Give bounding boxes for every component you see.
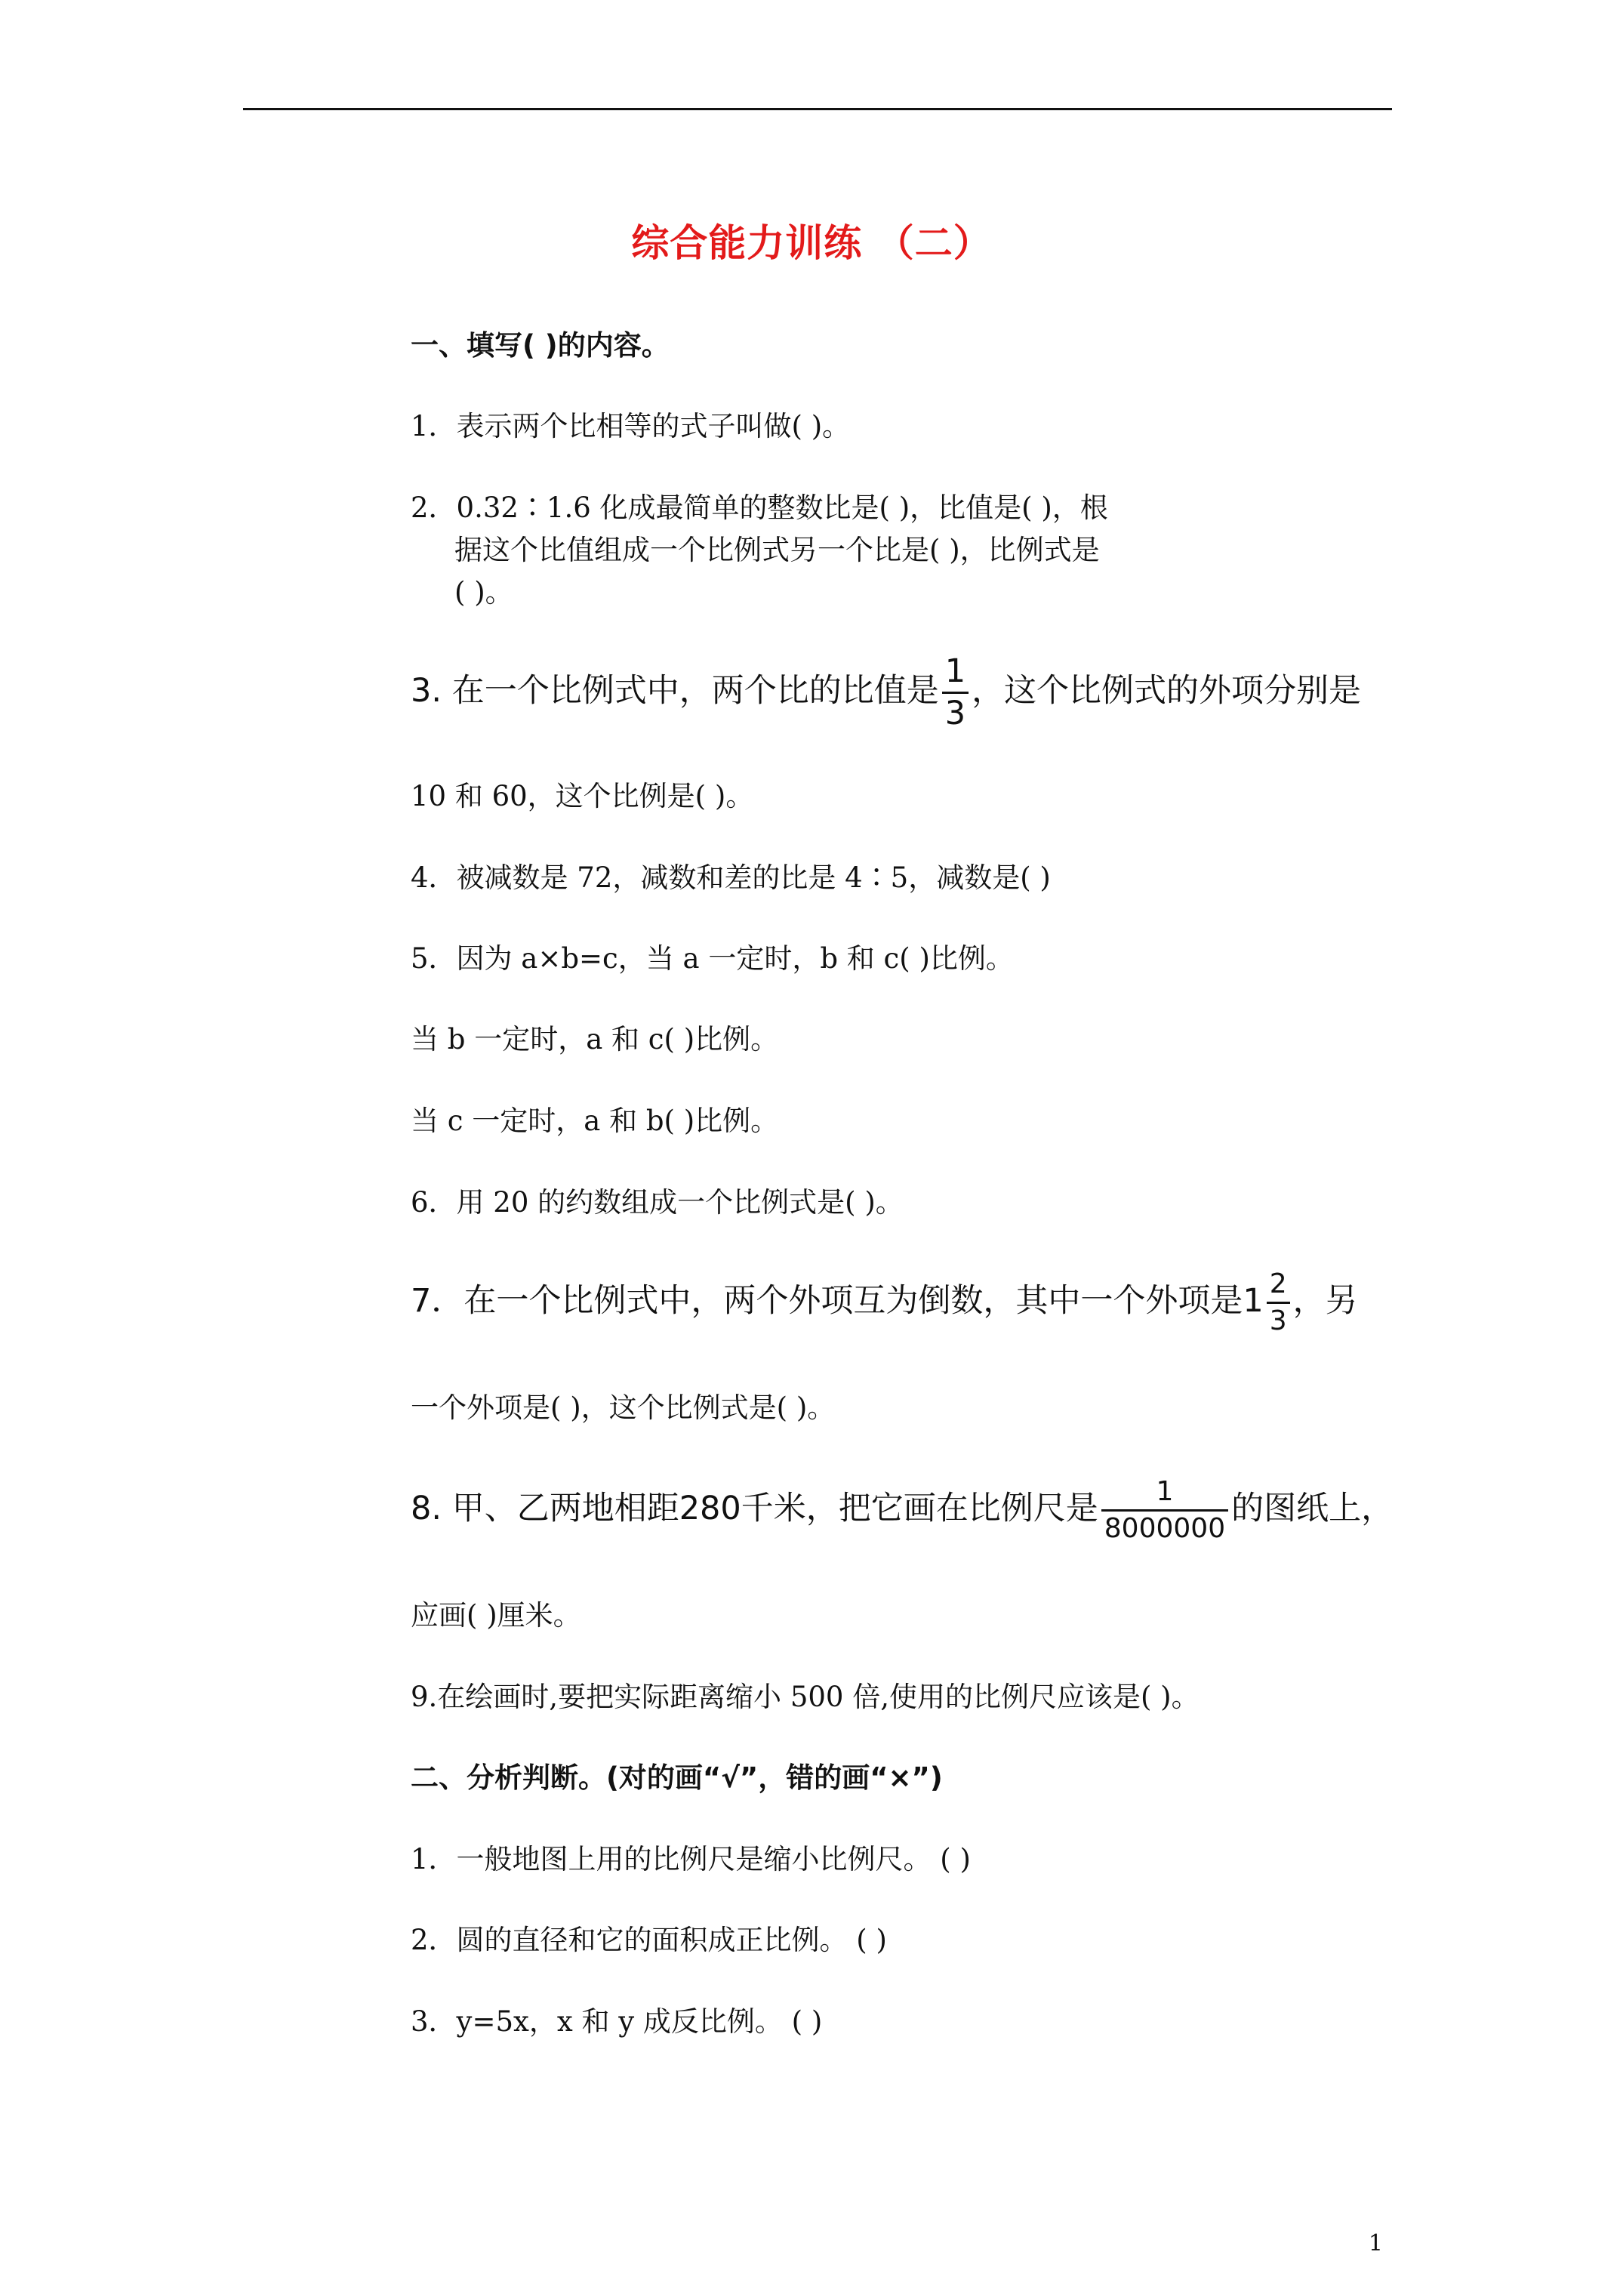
fraction-denominator: 8000000 [1101,1509,1228,1542]
question-1-4: 4．被减数是 72，减数和差的比是 4∶5，减数是( ) [411,861,1051,894]
question-1-2-line3: ( )。 [454,576,513,609]
section2-heading: 二、分析判断。(对的画“√”，错的画“×”) [411,1761,943,1794]
question-1-3-text-after: ，这个比例式的外项分别是 [972,672,1362,710]
question-1-2-line1: 2．0.32∶1.6 化成最简单的整数比是( )，比值是( )，根 [411,492,1108,524]
question-1-8-text-after: 的图纸上， [1231,1490,1394,1527]
question-2-2: 2．圆的直径和它的面积成正比例。 ( ) [411,1924,887,1956]
question-1-5-line3: 当 c 一定时，a 和 b( )比例。 [411,1105,779,1137]
page-number: 1 [1368,2230,1383,2257]
question-1-3-line2: 10 和 60，这个比例是( )。 [411,780,754,812]
question-1-9: 9.在绘画时,要把实际距离缩小 500 倍,使用的比例尺应该是( )。 [411,1681,1200,1713]
question-1-3-line1 [411,652,1362,732]
page-title: 综合能力训练 （二） [631,221,992,265]
question-2-3: 3．y=5x，x 和 y 成反比例。 ( ) [411,2005,823,2038]
section1-heading: 一、填写( )的内容。 [411,329,670,362]
question-1-7-line2: 一个外项是( )，这个比例式是( )。 [411,1391,836,1424]
mixed-number-whole: 1 [1243,1282,1264,1320]
fraction-denominator: 3 [942,692,969,730]
fraction-two-thirds [1267,1268,1290,1336]
question-1-3-text-before: 3. 在一个比例式中，两个比的比值是 [411,672,939,710]
question-1-7-text-after: ，另 [1292,1282,1358,1320]
question-1-7-line1 [411,1268,1358,1336]
fraction-numerator: 1 [944,652,966,690]
question-1-8-text-before: 8. 甲、乙两地相距280千米，把它画在比例尺是 [411,1490,1098,1527]
question-2-1: 1．一般地图上用的比例尺是缩小比例尺。 ( ) [411,1843,971,1875]
question-1-5-line1: 5．因为 a×b=c，当 a 一定时，b 和 c( )比例。 [411,942,1014,975]
question-1-1: 1．表示两个比相等的式子叫做( )。 [411,410,851,442]
fraction-numerator: 2 [1269,1268,1287,1299]
question-1-2-line2: 据这个比值组成一个比例式另一个比是( )，比例式是 [454,534,1100,566]
question-1-5-line2: 当 b 一定时，a 和 c( )比例。 [411,1023,779,1056]
fraction-numerator: 1 [1156,1476,1174,1507]
header-rule [243,108,1392,110]
question-1-6: 6．用 20 的约数组成一个比例式是( )。 [411,1186,904,1219]
fraction-scale [1101,1478,1228,1542]
question-1-8-line2: 应画( )厘米。 [411,1599,581,1632]
question-1-8-line1 [411,1478,1394,1542]
fraction-one-third [942,652,969,732]
fraction-denominator: 3 [1267,1302,1290,1335]
question-1-7-text-before: 7．在一个比例式中，两个外项互为倒数，其中一个外项是 [411,1282,1243,1320]
